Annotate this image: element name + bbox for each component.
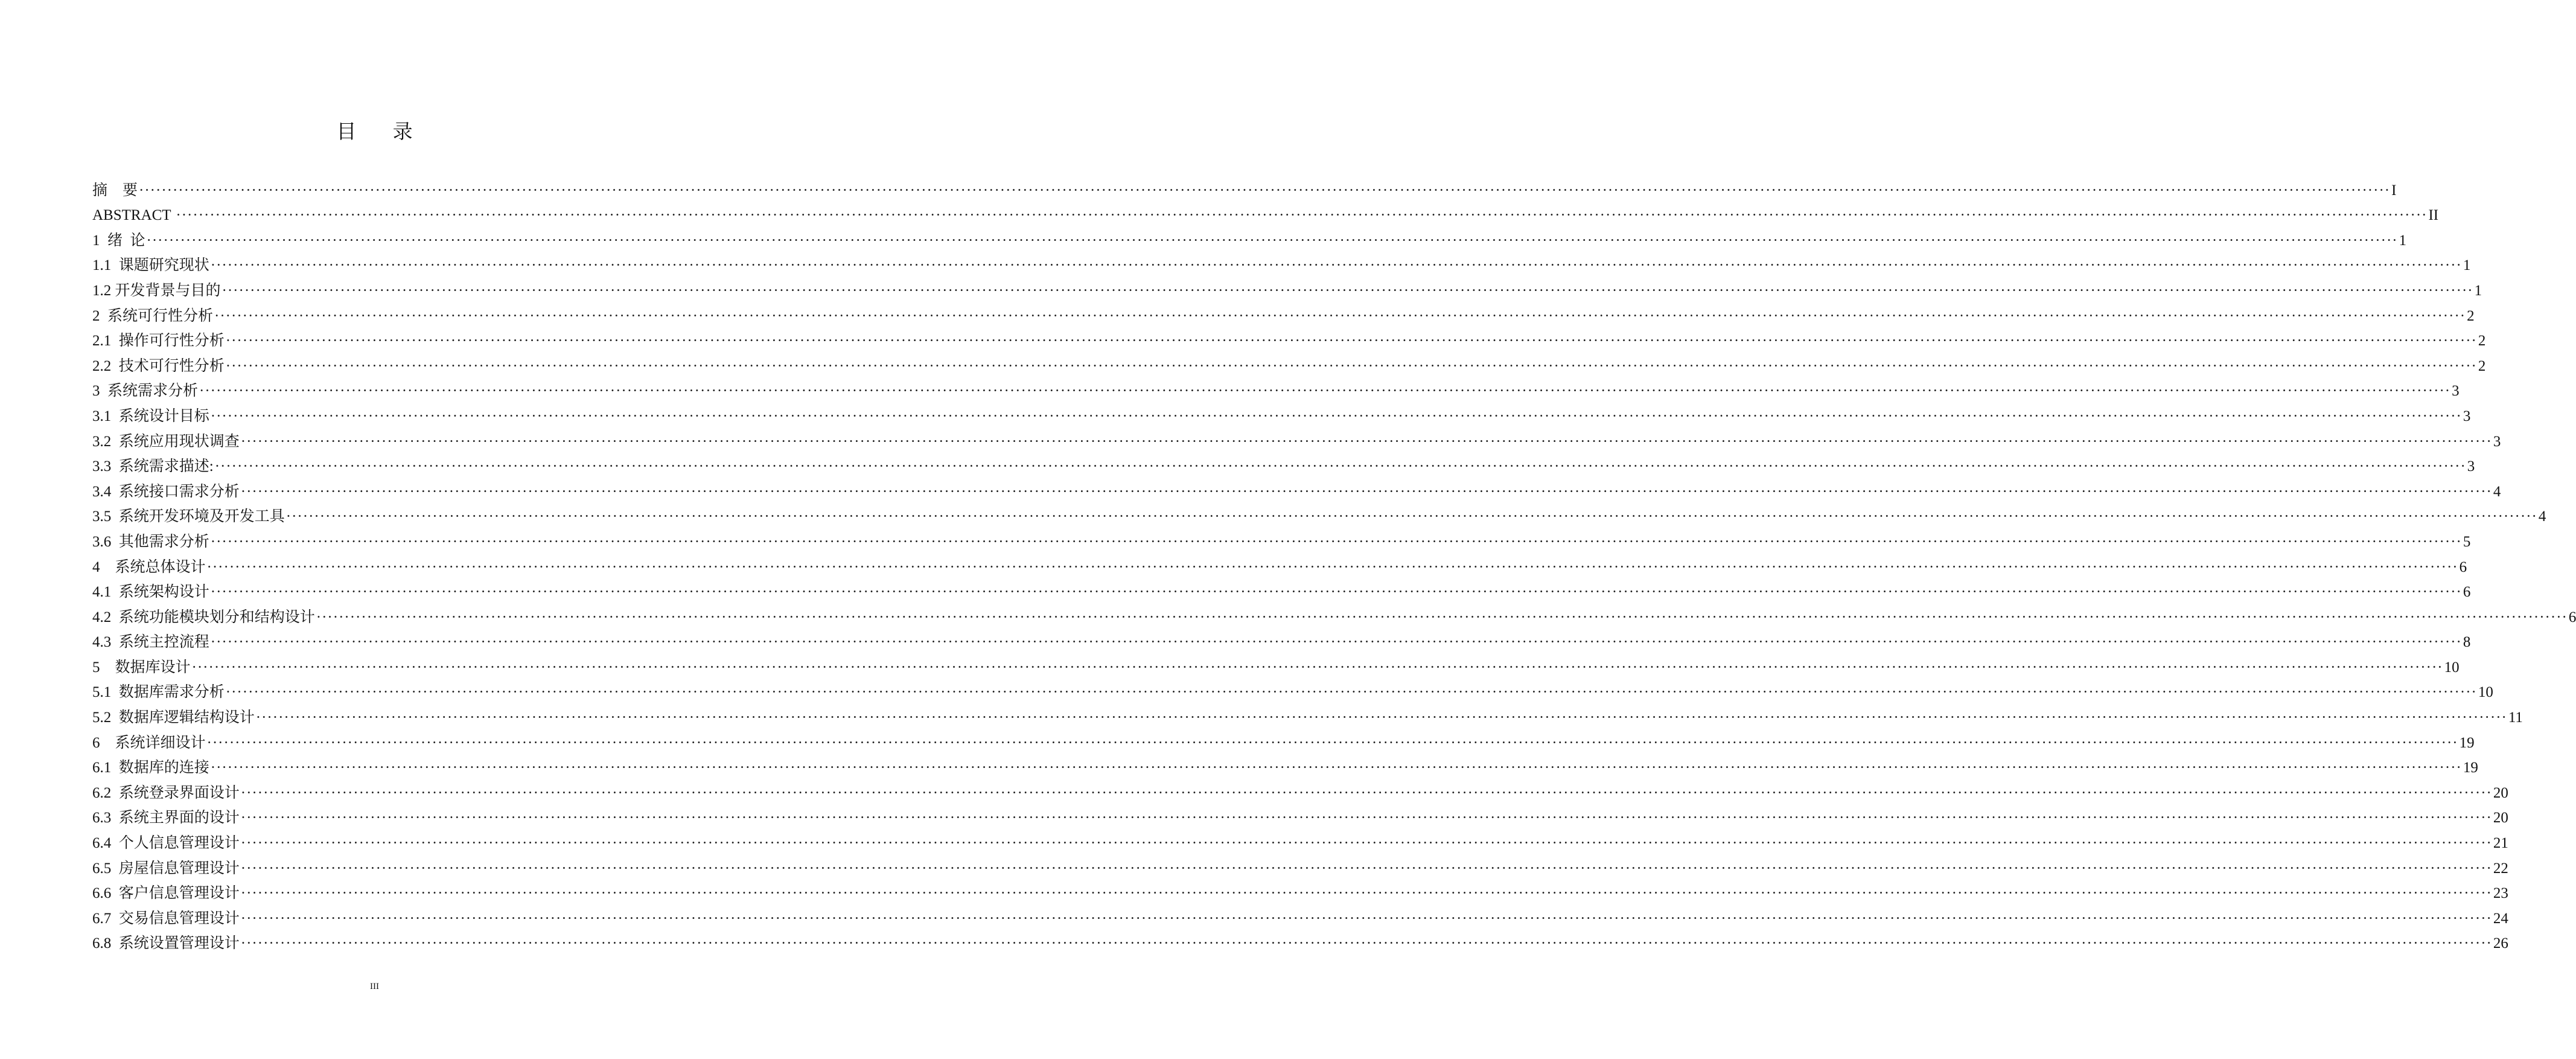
toc-entry-page: 3 [2493,433,2501,450]
toc-leader-dots: ················································································································································································································································································································································································································ [214,307,2466,324]
toc-entry-label: 3.5 系统开发环境及开发工具 [92,508,285,525]
toc-entry-label: 6 系统详细设计 [92,734,206,751]
toc-entry[interactable] [92,501,2546,526]
toc-leader-dots: ················································································································································································································································································································································································································ [206,558,2458,575]
toc-leader-dots: ················································································································································································································································································································································································································ [222,282,2473,299]
toc-entry-page: 20 [2493,810,2508,827]
toc-entry[interactable] [92,376,2460,401]
toc-leader-dots: ················································································································································································································································································································································································································ [240,910,2492,927]
toc-leader-dots: ················································································································································································································································································································································································································ [210,257,2462,274]
toc-leader-dots: ················································································································································································································································································································································································································ [139,182,2391,199]
toc-entry-page: 6 [2568,609,2576,625]
toc-leader-dots: ················································································································································································································································································································································································································ [191,659,2443,676]
toc-leader-dots: ················································································································································································································································································································································································································ [240,935,2492,952]
toc-entry[interactable] [92,451,2475,476]
toc-entry[interactable] [92,878,2508,903]
toc-leader-dots: ················································································································································································································································································································································································································ [210,634,2462,651]
toc-leader-dots: ················································································································································································································································································································································································································ [210,408,2462,424]
toc-entry-page: 5 [2463,533,2471,550]
toc-leader-dots: ················································································································································································································································································································································································································ [316,609,2568,625]
toc-entry[interactable] [92,752,2478,778]
toc-entry-label: 6.8 系统设置管理设计 [92,935,240,952]
toc-entry-page: 2 [2467,307,2475,324]
toc-title: 目 录 [336,121,429,143]
toc-leader-dots: ················································································································································································································································································································································································································ [210,584,2462,601]
toc-entry-page: 6 [2459,558,2467,575]
toc-entry[interactable] [92,426,2501,451]
toc-entry-label: 4 系统总体设计 [92,558,206,575]
toc-entry-label: 3 系统需求分析 [92,383,199,400]
toc-entry-page: 4 [2538,508,2546,525]
toc-leader-dots: ················································································································································································································································································································································································································ [240,433,2492,450]
toc-entry-label: 4.3 系统主控流程 [92,634,209,651]
toc-entry[interactable] [92,928,2508,953]
toc-entry-page: 10 [2478,684,2493,701]
toc-entry-page: 21 [2493,835,2508,852]
toc-entry[interactable] [92,225,2407,250]
toc-entry-label: 6.2 系统登录界面设计 [92,784,240,801]
toc-entry-label: 6.6 客户信息管理设计 [92,885,240,902]
toc-entry-page: 3 [2463,408,2471,424]
toc-leader-dots: ················································································································································································································································································································································································································ [225,333,2477,350]
page-number: III [370,982,379,991]
toc-leader-dots: ················································································································································································································································································································································································································ [285,508,2537,525]
toc-entry-label: 2 系统可行性分析 [92,307,214,324]
toc-leader-dots: ················································································································································································································································································································································································································ [225,684,2477,701]
toc-entry-label: 6.3 系统主界面的设计 [92,810,240,827]
toc-entry-page: 22 [2493,860,2508,877]
toc-entry-page: II [2428,207,2439,224]
toc-entry-page: 19 [2463,760,2478,776]
toc-leader-dots: ················································································································································································································································································································································································································ [210,533,2462,550]
toc-entry[interactable] [92,727,2475,752]
toc-entry-label: 6.1 数据库的连接 [92,760,209,776]
toc-entry[interactable] [92,702,2523,727]
toc-leader-dots: ················································································································································································································································································································································································································ [240,483,2492,500]
toc-entry-page: 6 [2463,584,2471,601]
toc-leader-dots: ················································································································································································································································································································································································································ [214,458,2466,475]
toc-entry[interactable] [92,827,2508,853]
toc-entry-label: 5.2 数据库逻辑结构设计 [92,709,255,726]
toc-entry[interactable] [92,802,2508,828]
toc-entry-label: 1.2 开发背景与目的 [92,282,221,299]
toc-leader-dots: ················································································································································································································································································································································································································ [240,784,2492,801]
toc-leader-dots: ················································································································································································································································································································································································································ [225,357,2477,374]
toc-entry-page: 3 [2467,458,2475,475]
toc-entry-label: 6.4 个人信息管理设计 [92,835,240,852]
toc-entry-label: 4.2 系统功能模块划分和结构设计 [92,609,315,625]
toc-leader-dots: ················································································································································································································································································································································································································ [240,885,2492,902]
toc-entry-page: 3 [2452,383,2460,400]
toc-entry-label: 3.4 系统接口需求分析 [92,483,240,500]
toc-entry-label: 6.5 房屋信息管理设计 [92,860,240,877]
toc-entry[interactable] [92,300,2475,325]
toc-entry[interactable] [92,325,2486,351]
table-of-contents [92,174,2576,953]
toc-entry-label: 6.7 交易信息管理设计 [92,910,240,927]
toc-leader-dots: ················································································································································································································································································································································································································ [240,860,2492,877]
toc-entry-label: 1 绪 论 [92,232,145,249]
toc-entry-page: 2 [2478,333,2486,350]
toc-entry-label: 5 数据库设计 [92,659,191,676]
toc-entry-label: 2.1 操作可行性分析 [92,333,225,350]
toc-entry-label: 3.2 系统应用现状调查 [92,433,240,450]
toc-leader-dots: ················································································································································································································································································································································································································ [199,383,2451,400]
toc-entry-label: 2.2 技术可行性分析 [92,357,225,374]
toc-entry-page: 4 [2493,483,2501,500]
toc-entry[interactable] [92,200,2439,225]
toc-entry[interactable] [92,577,2471,602]
toc-entry-label: 3.6 其他需求分析 [92,533,209,550]
toc-entry-label: ABSTRACT [92,207,175,224]
toc-entry[interactable] [92,174,2397,200]
toc-leader-dots: ················································································································································································································································································································································································································ [206,734,2458,751]
toc-entry-label: 4.1 系统架构设计 [92,584,209,601]
toc-entry[interactable] [92,350,2486,376]
toc-entry-label: 3.3 系统需求描述: [92,458,214,475]
toc-entry[interactable] [92,677,2493,702]
toc-entry[interactable] [92,651,2460,677]
toc-entry-page: 20 [2493,784,2508,801]
toc-leader-dots: ················································································································································································································································································································································································································ [240,810,2492,827]
toc-entry[interactable] [92,627,2471,652]
toc-entry[interactable] [92,853,2508,878]
toc-entry-page: I [2391,182,2397,199]
toc-entry[interactable] [92,777,2508,802]
toc-entry[interactable] [92,551,2467,577]
toc-leader-dots: ················································································································································································································································································································································································································ [146,232,2398,249]
toc-entry-page: 23 [2493,885,2508,902]
toc-entry-label: 1.1 课题研究现状 [92,257,209,274]
toc-entry-page: 1 [2399,232,2407,249]
toc-entry[interactable] [92,601,2576,627]
toc-entry[interactable] [92,526,2471,551]
toc-leader-dots: ················································································································································································································································································································································································································ [240,835,2492,852]
toc-entry[interactable] [92,400,2471,426]
toc-entry[interactable] [92,476,2501,501]
toc-entry-page: 10 [2444,659,2460,676]
toc-entry-label: 5.1 数据库需求分析 [92,684,225,701]
toc-entry-page: 1 [2463,257,2471,274]
toc-entry-page: 1 [2474,282,2482,299]
toc-entry-page: 24 [2493,910,2508,927]
toc-entry-page: 2 [2478,357,2486,374]
toc-entry-page: 26 [2493,935,2508,952]
toc-entry-page: 11 [2508,709,2523,726]
toc-entry-page: 19 [2459,734,2475,751]
toc-entry-page: 8 [2463,634,2471,651]
toc-leader-dots: ················································································································································································································································································································································································································ [255,709,2507,726]
toc-entry[interactable] [92,250,2471,275]
toc-entry[interactable] [92,275,2482,300]
toc-entry[interactable] [92,903,2508,928]
toc-leader-dots: ················································································································································································································································································································································································································ [210,760,2462,776]
toc-entry-label: 3.1 系统设计目标 [92,408,209,424]
toc-entry-label: 摘 要 [92,182,138,199]
toc-leader-dots: ················································································································································································································································································································································································································ [176,207,2428,224]
